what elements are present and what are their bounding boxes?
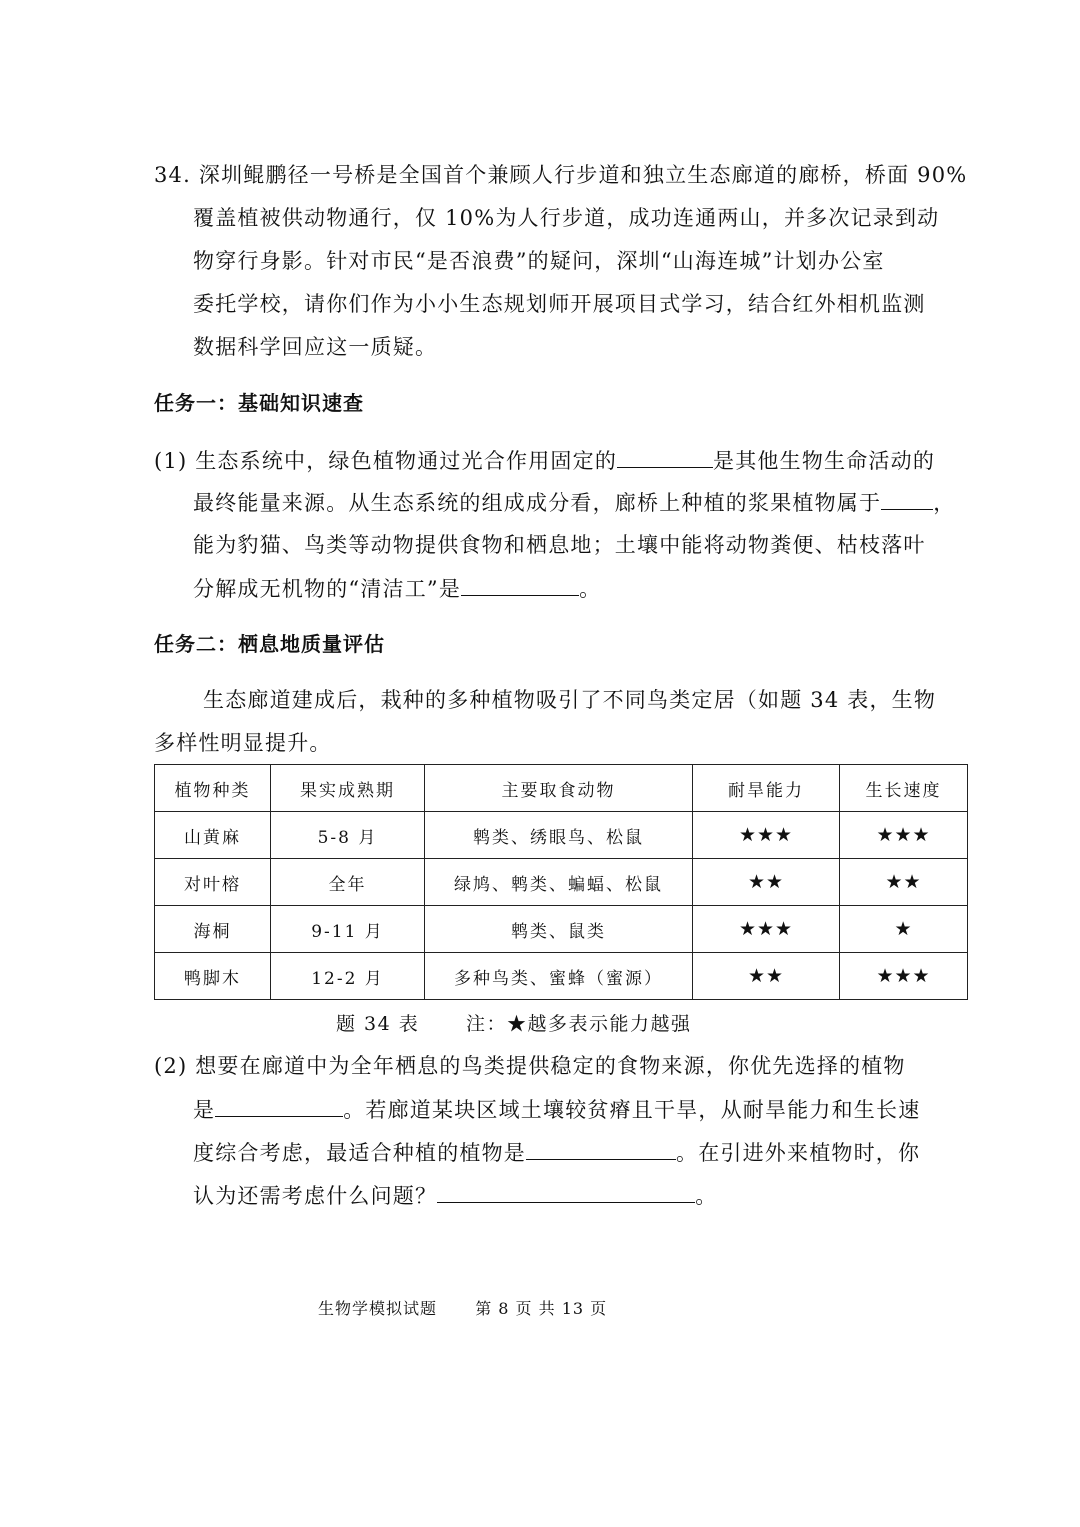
- cell-feeders: 多种鸟类、蜜蜂（蜜源）: [425, 953, 693, 1000]
- part2-line-1: (2) 想要在廊道中为全年栖息的鸟类提供稳定的食物来源，你优先选择的植物: [154, 1054, 906, 1078]
- answer-blank-component[interactable]: [881, 487, 933, 510]
- task1-line-3: 能为豹猫、鸟类等动物提供食物和栖息地；土壤中能将动物粪便、枯枝落叶: [193, 533, 926, 557]
- cell-growth-stars: ★★★: [840, 953, 968, 1000]
- cell-plant: 山黄麻: [155, 812, 271, 859]
- cell-drought-stars: ★★: [693, 859, 840, 906]
- question-line-5: 数据科学回应这一质疑。: [193, 335, 438, 359]
- cell-growth-stars: ★★★: [840, 812, 968, 859]
- table-note: 注：★越多表示能力越强: [466, 1013, 692, 1035]
- part2-line3-prefix: 度综合考虑，最适合种植的植物是: [193, 1141, 526, 1165]
- task1-line4-prefix: 分解成无机物的“清洁工”是: [193, 577, 462, 601]
- part2-line2-prefix: 是: [193, 1098, 216, 1122]
- part2-line-2: [193, 1094, 920, 1125]
- task1-line1-suffix: 是其他生物生命活动的: [713, 449, 936, 473]
- cell-fruit-period: 9-11 月: [271, 906, 425, 953]
- cell-plant: 鸭脚木: [155, 953, 271, 1000]
- page-footer: [318, 1296, 607, 1319]
- header-plant: 植物种类: [155, 765, 271, 812]
- answer-blank-year-round-plant[interactable]: [215, 1094, 343, 1117]
- part2-line2-suffix: 。若廊道某块区域土壤较贫瘠且干旱，从耐旱能力和生长速: [343, 1098, 921, 1122]
- task2-intro-line-2: 多样性明显提升。: [154, 731, 332, 755]
- question-line-3: 物穿行身影。针对市民“是否浪费”的疑问，深圳“山海连城”计划办公室: [193, 249, 885, 273]
- cell-fruit-period: 5-8 月: [271, 812, 425, 859]
- table-row: [155, 859, 968, 906]
- cell-plant: 海桐: [155, 906, 271, 953]
- task1-line2-prefix: 最终能量来源。从生态系统的组成成分看，廊桥上种植的浆果植物属于: [193, 491, 882, 515]
- task1-line1-prefix: (1) 生态系统中，绿色植物通过光合作用固定的: [154, 449, 618, 473]
- cell-fruit-period: 12-2 月: [271, 953, 425, 1000]
- cell-growth-stars: ★: [840, 906, 968, 953]
- cell-drought-stars: ★★: [693, 953, 840, 1000]
- part2-line-3: [193, 1137, 920, 1168]
- task1-heading: 任务一：基础知识速查: [154, 391, 364, 415]
- cell-drought-stars: ★★★: [693, 906, 840, 953]
- task1-line-4: [193, 573, 601, 604]
- plant-trait-table: [154, 764, 968, 1000]
- cell-fruit-period: 全年: [271, 859, 425, 906]
- table-row: [155, 906, 968, 953]
- header-drought-tolerance: 耐旱能力: [693, 765, 840, 812]
- cell-feeders: 鹎类、鼠类: [425, 906, 693, 953]
- header-growth-speed: 生长速度: [840, 765, 968, 812]
- cell-growth-stars: ★★: [840, 859, 968, 906]
- task1-line-2: [193, 487, 955, 518]
- cell-drought-stars: ★★★: [693, 812, 840, 859]
- cell-feeders: 绿鸠、鹎类、蝙蝠、松鼠: [425, 859, 693, 906]
- answer-blank-drought-plant[interactable]: [526, 1137, 676, 1160]
- task2-heading: 任务二：栖息地质量评估: [154, 632, 385, 656]
- table-header-row: [155, 765, 968, 812]
- part2-line3-suffix: 。在引进外来植物时，你: [676, 1141, 921, 1165]
- header-main-feeders: 主要取食动物: [425, 765, 693, 812]
- part2-line4-prefix: 认为还需考虑什么问题？: [193, 1184, 438, 1208]
- table-caption: 题 34 表: [336, 1013, 420, 1035]
- answer-blank-decomposer[interactable]: [461, 573, 579, 596]
- task1-line4-suffix: 。: [579, 577, 602, 601]
- footer-page-number: 第 8 页 共 13 页: [475, 1299, 608, 1318]
- table-row: [155, 812, 968, 859]
- part2-line4-suffix: 。: [695, 1184, 718, 1208]
- cell-feeders: 鹎类、绣眼鸟、松鼠: [425, 812, 693, 859]
- answer-blank-invasive-concern[interactable]: [437, 1180, 695, 1203]
- question-line-2: 覆盖植被供动物通行，仅 10%为人行步道，成功连通两山，并多次记录到动: [193, 206, 940, 230]
- answer-blank-energy[interactable]: [617, 445, 713, 468]
- task2-intro-line-1: 生态廊道建成后，栽种的多种植物吸引了不同鸟类定居（如题 34 表，生物: [203, 688, 937, 712]
- task1-line-1: [154, 445, 935, 476]
- part2-line-4: [193, 1180, 717, 1211]
- header-fruit-period: 果实成熟期: [271, 765, 425, 812]
- question-line-4: 委托学校，请你们作为小小生态规划师开展项目式学习，结合红外相机监测: [193, 292, 926, 316]
- task1-line2-suffix: ，: [933, 491, 956, 515]
- table-row: [155, 953, 968, 1000]
- question-line-1: 34. 深圳鲲鹏径一号桥是全国首个兼顾人行步道和独立生态廊道的廊桥，桥面 90%: [154, 163, 968, 187]
- cell-plant: 对叶榕: [155, 859, 271, 906]
- footer-subject: 生物学模拟试题: [318, 1299, 438, 1318]
